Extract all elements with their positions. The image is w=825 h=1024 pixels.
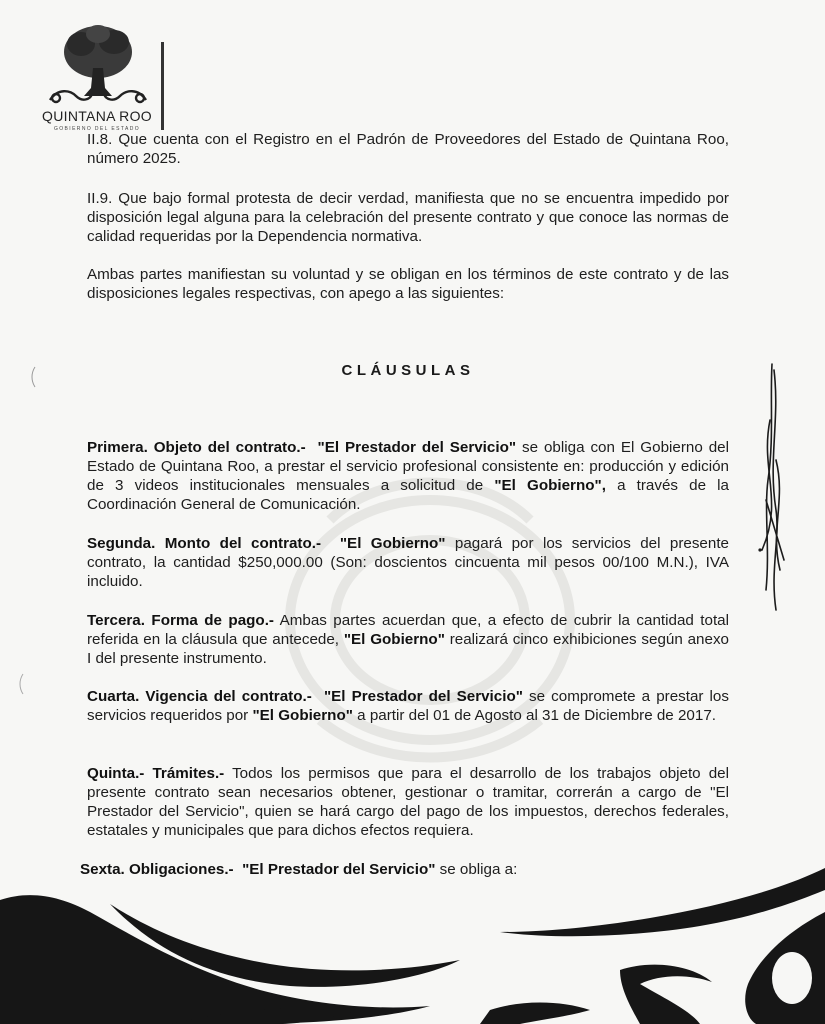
margin-mark [28,365,38,389]
clause-cuarta: Cuarta. Vigencia del contrato.- "El Prestador del Servicio" se compromete a prestar los servicios requeridos por "El Gobierno" a partir del 01 de Agosto al 31 de Diciembre de 2017. [87,688,729,724]
logo-divider [161,42,164,130]
paragraph-ii8: II.8. Que cuenta con el Registro en el Padrón de Proveedores del Estado de Quintana Roo, número 2025. [87,131,729,167]
ceiba-tree-icon [36,20,161,110]
margin-signature [740,360,810,620]
paragraph-ambas-partes: Ambas partes manifiestan su voluntad y se obligan en los términos de este contrato y de las disposiciones legales respectivas, con apego a las siguientes: [87,266,729,302]
clause-quinta-title: Quinta.- Trámites.- [87,765,225,782]
decorative-footer-ornament [0,860,825,1024]
clause-sexta: Sexta. Obligaciones.- "El Prestador del Servicio" se obliga a: [80,861,518,878]
clause-quinta: Quinta.- Trámites.- Todos los permisos que para el desarrollo de los trabajos objeto del presente contrato sean necesarios obtener, gestionar o tramitar, correrán a cargo de "El Prestador del Servicio", quien se hará cargo del pago de los impuestos, derechos federales, estatales y municipales que para dichos efectos requiera. [87,765,729,839]
clauses-heading: CLÁUSULAS [341,362,475,379]
clause-tercera: Tercera. Forma de pago.- Ambas partes acuerdan que, a efecto de cubrir la cantidad total referida en la cláusula que antecede, "El Gobierno" realizará cinco exhibiciones según anexo I del presente instrumento. [87,612,729,667]
margin-mark [16,672,26,696]
clause-sexta-title: Sexta. Obligaciones.- [80,861,234,878]
logo-subtitle: GOBIERNO DEL ESTADO [53,126,141,132]
clause-segunda-title: Segunda. Monto del contrato.- [87,535,322,552]
clause-tercera-title: Tercera. Forma de pago.- [87,612,274,629]
clause-cuarta-title: Cuarta. Vigencia del contrato.- [87,688,312,705]
paragraph-ii9: II.9. Que bajo formal protesta de decir verdad, manifiesta que no se encuentra impedido por disposición legal alguna para la celebración del presente contrato y que conoce las normas de calidad requeridas por la Dependencia normativa. [87,190,729,245]
logo-name: QUINTANA ROO [42,108,152,124]
government-logo [36,20,166,130]
clause-primera: Primera. Objeto del contrato.- "El Prestador del Servicio" se obliga con El Gobierno del Estado de Quintana Roo, a prestar el servicio profesional consistente en: producción y edición de 3 videos institucionales mensuales a solicitud de "El Gobierno", a través de la Coordinación General de Comunicación. [87,439,729,513]
clause-primera-title: Primera. Objeto del contrato.- [87,439,306,456]
clause-segunda: Segunda. Monto del contrato.- "El Gobierno" pagará por los servicios del presente contrato, la cantidad $250,000.00 (Son: doscientos cincuenta mil pesos 00/100 M.N.), IVA incluido. [87,535,729,590]
